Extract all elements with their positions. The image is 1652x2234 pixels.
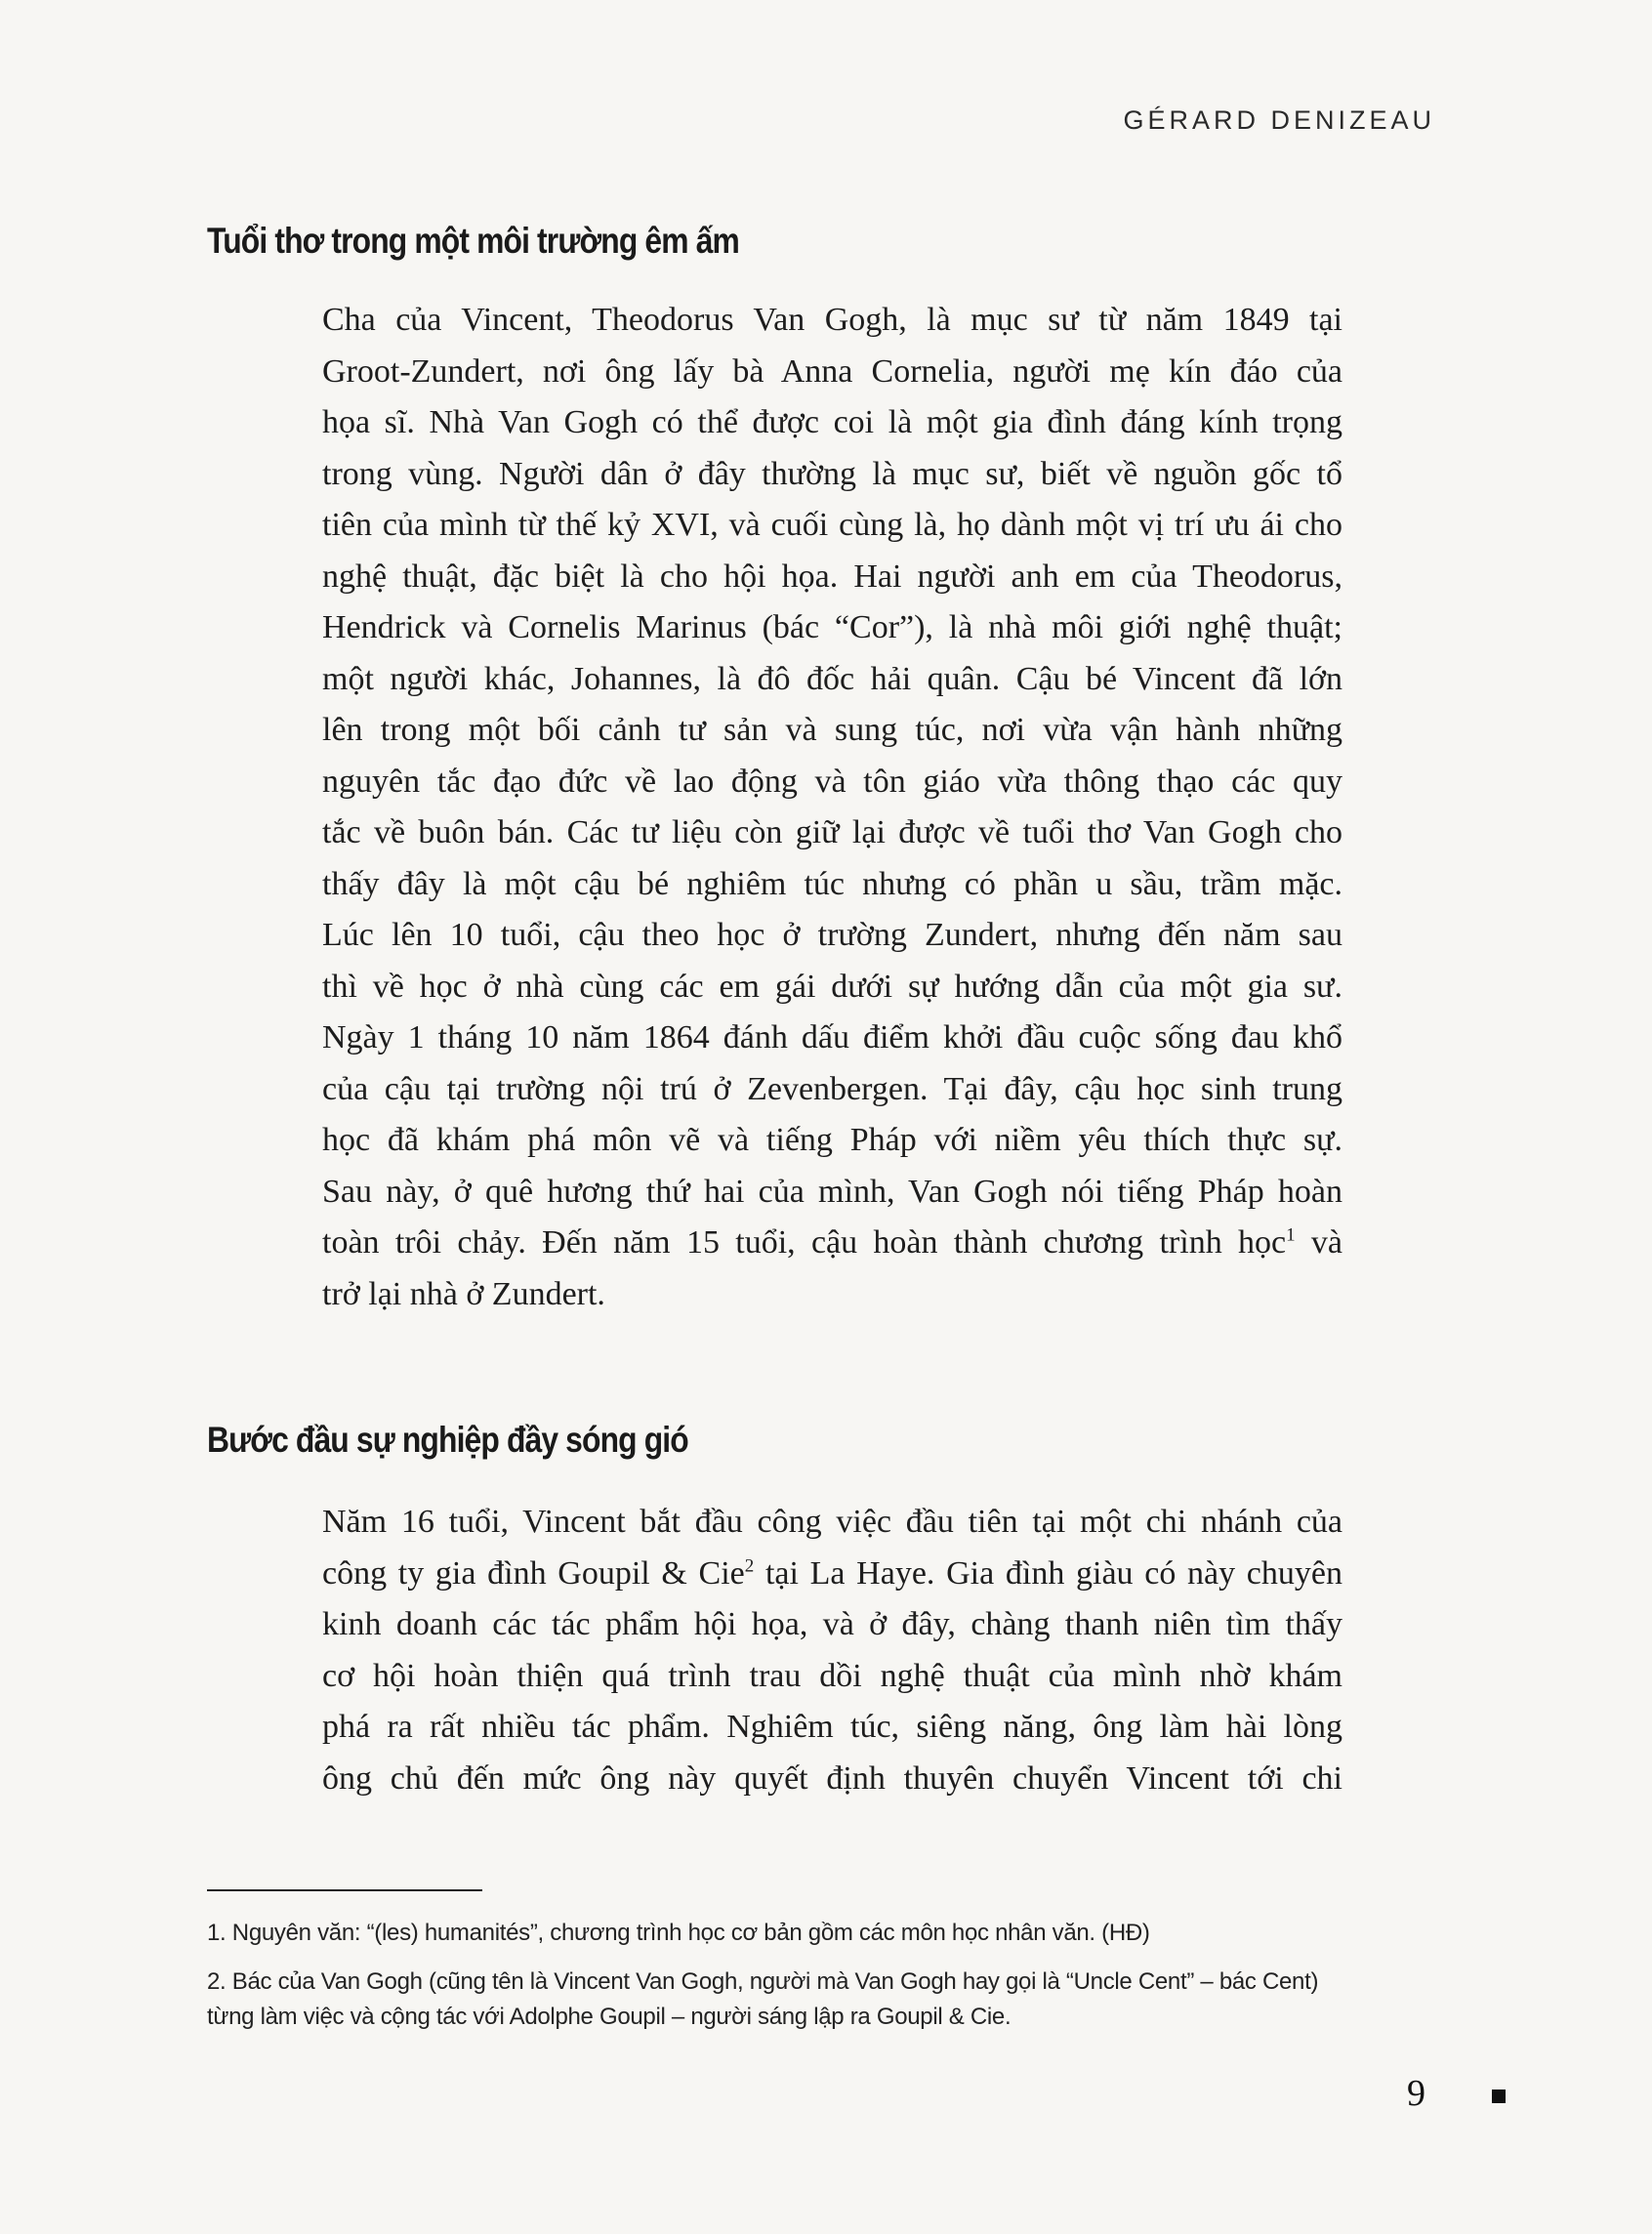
text-segment: công ty gia đình Goupil & Cie (322, 1554, 745, 1592)
text-line: lên trong một bối cảnh tư sản và sung túc, nơi vừa vận hành những (322, 712, 1342, 748)
text-line: Lúc lên 10 tuổi, cậu theo học ở trường Zundert, nhưng đến năm sau (322, 917, 1342, 953)
text-line: Groot-Zundert, nơi ông lấy bà Anna Cornelia, người mẹ kín đáo của (322, 352, 1342, 390)
text-line: tiên của mình từ thế kỷ XVI, và cuối cùng là, họ dành một vị trí ưu ái cho (322, 507, 1342, 543)
text-line: họa sĩ. Nhà Van Gogh có thể được coi là một gia đình đáng kính trọng (322, 404, 1342, 440)
footnote-2-line-2: từng làm việc và cộng tác với Adolphe Goupil – người sáng lập ra Goupil & Cie. (207, 2004, 1012, 2030)
running-header-author: GÉRARD DENIZEAU (1123, 105, 1435, 135)
text-segment: toàn trôi chảy. Đến năm 15 tuổi, cậu hoàn thành chương trình học (322, 1224, 1287, 1261)
text-line: trong vùng. Người dân ở đây thường là mục sư, biết về nguồn gốc tổ (322, 455, 1342, 492)
text-line: Sau này, ở quê hương thứ hai của mình, Van Gogh nói tiếng Pháp hoàn (322, 1173, 1342, 1210)
paragraph-career (322, 1497, 1342, 1804)
text-line: trở lại nhà ở Zundert. (322, 1275, 605, 1312)
text-line: kinh doanh các tác phẩm hội họa, và ở đây, chàng thanh niên tìm thấy (322, 1606, 1342, 1642)
text-segment: và (1295, 1224, 1342, 1261)
text-line: Cha của Vincent, Theodorus Van Gogh, là mục sư từ năm 1849 tại (322, 302, 1342, 338)
page-marker-square (1492, 2089, 1506, 2103)
footnote-divider (207, 1889, 482, 1891)
text-line: phá ra rất nhiều tác phẩm. Nghiêm túc, siêng năng, ông làm hài lòng (322, 1709, 1342, 1745)
footnote-ref-1: 1 (1286, 1224, 1296, 1246)
section-heading-childhood: Tuổi thơ trong một môi trường êm ấm (207, 221, 739, 261)
text-line: Hendrick và Cornelis Marinus (bác “Cor”), là nhà môi giới nghệ thuật; (322, 609, 1342, 645)
text-line: thì về học ở nhà cùng các em gái dưới sự hướng dẫn của một gia sư. (322, 968, 1342, 1005)
text-line: Năm 16 tuổi, Vincent bắt đầu công việc đầu tiên tại một chi nhánh của (322, 1504, 1342, 1540)
text-line: cơ hội hoàn thiện quá trình trau dồi nghệ thuật của mình nhờ khám (322, 1657, 1342, 1694)
text-line-with-footnote (322, 1218, 1342, 1269)
page-number: 9 (1407, 2073, 1425, 2114)
section-heading-career: Bước đầu sự nghiệp đầy sóng gió (207, 1420, 688, 1460)
text-segment: tại La Haye. Gia đình giàu có này chuyên (754, 1554, 1342, 1592)
text-line: học đã khám phá môn vẽ và tiếng Pháp với niềm yêu thích thực sự. (322, 1122, 1342, 1158)
text-line-with-footnote (322, 1549, 1342, 1600)
text-line: nghệ thuật, đặc biệt là cho hội họa. Hai người anh em của Theodorus, (322, 558, 1342, 595)
text-line: của cậu tại trường nội trú ở Zevenbergen. Tại đây, cậu học sinh trung (322, 1070, 1342, 1107)
footnote-1: 1. Nguyên văn: “(les) humanités”, chương trình học cơ bản gồm các môn học nhân văn. (HĐ) (207, 1920, 1150, 1946)
text-line: tắc về buôn bán. Các tư liệu còn giữ lại được về tuổi thơ Van Gogh cho (322, 814, 1342, 850)
text-line: Ngày 1 tháng 10 năm 1864 đánh dấu điểm khởi đầu cuộc sống đau khổ (322, 1019, 1342, 1055)
text-line: nguyên tắc đạo đức về lao động và tôn giáo vừa thông thạo các quy (322, 763, 1342, 800)
paragraph-childhood (322, 295, 1342, 1320)
text-line: ông chủ đến mức ông này quyết định thuyên chuyển Vincent tới chi (322, 1759, 1342, 1797)
text-line: thấy đây là một cậu bé nghiêm túc nhưng có phần u sầu, trầm mặc. (322, 865, 1342, 902)
footnote-2-line-1: 2. Bác của Van Gogh (cũng tên là Vincent Van Gogh, người mà Van Gogh hay gọi là “Uncle Cent” – bác Cent) (207, 1968, 1319, 1995)
footnote-ref-2: 2 (744, 1555, 755, 1577)
text-line: một người khác, Johannes, là đô đốc hải quân. Cậu bé Vincent đã lớn (322, 660, 1342, 697)
